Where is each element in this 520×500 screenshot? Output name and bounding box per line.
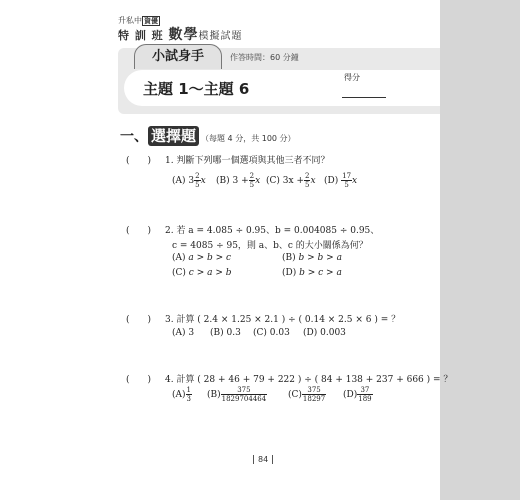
right-edge-band [440,0,520,500]
question-stem: 2. 若 a = 4.085 ÷ 0.95、b = 0.004085 ÷ 0.95、 [165,226,380,236]
variable: x [310,176,316,186]
option-text: b > b > a [298,253,342,263]
denominator: 5 [344,181,349,189]
section-title: 選擇題 [148,126,199,146]
question-stem: 3. 計算 ( 2.4 × 1.25 × 2.1 ) ÷ ( 0.14 × 2.5 × 6 ) = ？ [165,315,401,325]
option-a[interactable] [172,328,194,338]
numerator: 375 [221,386,268,395]
option-label: (C) [288,390,302,400]
option-text: 3 [188,176,195,186]
fraction [186,386,192,403]
option-d[interactable] [303,328,346,338]
page-number [249,455,277,464]
answer-paren[interactable]: ( ) [126,226,152,236]
option-text: a > b > c [188,253,232,263]
option-label: (A) [172,176,186,186]
denominator: 5 [195,181,200,189]
numerator: 375 [302,386,326,395]
denominator: 1829704464 [221,395,267,403]
option-text: 3x + [282,176,305,186]
topic-title: 主題 1～主題 6 [143,80,250,98]
option-label: (A) [172,390,186,400]
denominator: 3 [186,395,191,403]
book-title-a: 特 訓 班 [118,29,164,42]
denominator: 5 [305,181,310,189]
option-text: 3 + [232,176,249,186]
answer-paren[interactable]: ( ) [126,315,152,325]
option-a[interactable] [172,253,231,263]
fraction [302,386,326,403]
numerator: 1 [186,386,191,394]
option-c[interactable] [253,328,290,338]
variable: x [200,176,206,186]
option-label: (A) [172,328,186,338]
option-text: 0.3 [226,328,241,338]
option-text: 3 [188,328,195,338]
option-label: (A) [172,253,186,263]
option-label: (B) [216,176,230,186]
question-stem: 1. 判斷下列哪一個選項與其他三者不同？ [165,156,330,166]
numerator: 17 [342,172,352,180]
option-label: (B) [282,253,296,263]
answer-paren[interactable]: ( ) [126,375,152,385]
divider [253,455,254,464]
denominator: 18297 [302,395,326,403]
option-b[interactable] [210,328,241,338]
option-c[interactable] [172,268,232,278]
option-label: (D) [303,328,318,338]
book-title [118,24,243,44]
option-b[interactable] [282,253,342,263]
option-label: (C) [253,328,267,338]
option-c[interactable] [288,386,326,403]
numerator: 37 [357,386,372,395]
quiz-tab: 小試身手 [134,44,222,69]
option-text: 0.03 [269,328,290,338]
option-d[interactable] [282,268,342,278]
numerator: 2 [305,172,310,180]
section-heading [120,125,296,146]
series-label-boxed: 資優 [144,17,158,25]
option-a[interactable] [172,172,206,189]
page-margin [0,0,60,500]
fraction [341,172,352,189]
time-limit: 作答時間：60 分鐘 [230,53,299,62]
question-stem-cont: c = 4085 ÷ 95，則 a、b、c 的大小關係為何？ [172,241,368,251]
option-c[interactable] [266,172,316,189]
divider [272,455,273,464]
option-label: (D) [324,176,339,186]
numerator: 2 [195,172,200,180]
option-b[interactable] [216,172,260,189]
option-d[interactable] [343,386,373,403]
score-field[interactable] [342,97,386,98]
series-label-text: 升私中 [118,16,142,25]
option-label: (D) [282,268,297,278]
fraction [221,386,268,403]
numerator: 2 [249,172,255,180]
option-label: (B) [210,328,224,338]
page-number-text: 84 [258,455,269,464]
denominator: 189 [358,395,372,403]
option-b[interactable] [207,386,267,403]
book-title-c: 模擬試題 [198,31,243,42]
option-text: b > c > a [299,268,342,278]
variable: x [352,176,358,186]
section-number: 一、 [120,129,148,145]
variable: x [255,176,261,186]
denominator: 5 [249,181,255,189]
fraction [357,386,372,403]
option-label: (C) [172,268,186,278]
option-label: (C) [266,176,280,186]
section-note: （每題 4 分，共 100 分） [201,134,296,143]
option-label: (D) [343,390,358,400]
option-d[interactable] [324,172,357,189]
option-text: 0.003 [320,328,346,338]
book-title-b: 數學 [168,27,199,43]
question-stem: 4. 計算 ( 28 + 46 + 79 + 222 ) ÷ ( 84 + 138 + 237 + 666 ) = ？ [165,375,453,385]
score-label: 得分 [344,73,360,82]
option-text: c > a > b [188,268,232,278]
option-a[interactable] [172,386,192,403]
option-label: (B) [207,390,221,400]
answer-paren[interactable]: ( ) [126,156,152,166]
